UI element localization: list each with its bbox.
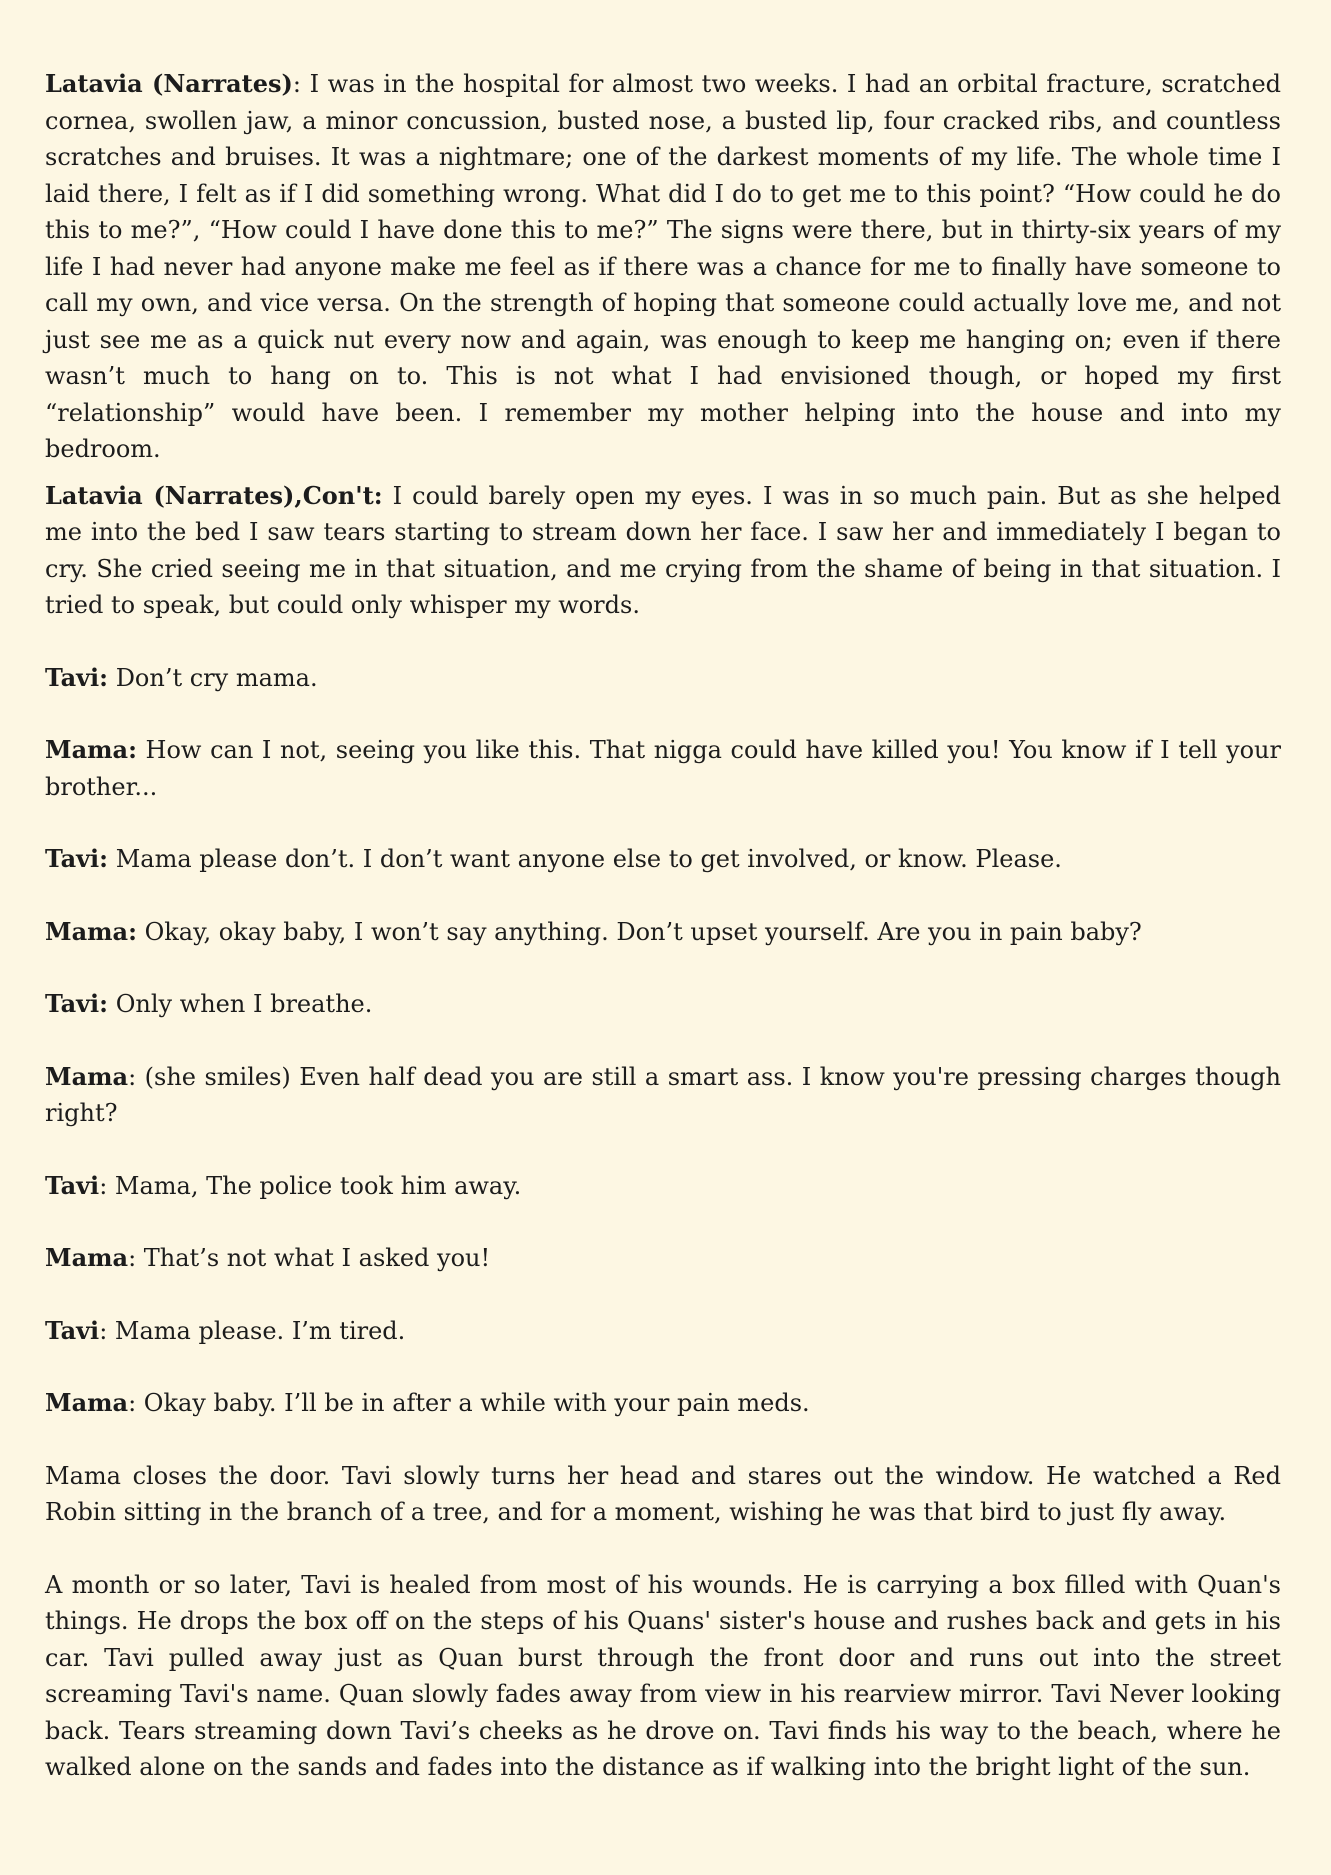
dialogue-line	[45, 914, 1281, 951]
separator: :	[99, 1171, 115, 1200]
speaker-label: Latavia (Narrates)	[45, 69, 293, 98]
dialogue-line	[45, 1168, 1281, 1205]
dialogue-text: Mama please don’t. I don’t want anyone else to get involved, or know. Please.	[115, 845, 1062, 873]
speaker-label: Latavia (Narrates),Con't:	[45, 480, 383, 510]
dialogue-text: Okay, okay baby, I won’t say anything. Don’t upset yourself. Are you in pain baby?	[144, 917, 1142, 946]
dialogue-text: Mama, The police took him away.	[114, 1171, 522, 1200]
separator	[108, 990, 116, 1018]
speaker-label: Mama	[45, 1061, 129, 1091]
separator: :	[128, 1244, 144, 1272]
paragraph-text: Mama closes the door. Tavi slowly turns her head and stares out the window. He watched a Red Robin sitting in the branch of a tree, and for a moment, wishing he was that bird to just fly away.	[45, 1461, 1281, 1526]
speaker-label: Tavi	[45, 1170, 100, 1200]
stage-direction	[45, 1458, 1281, 1531]
dialogue-text: That’s not what I asked you!	[143, 1244, 491, 1272]
dialogue-text: Only when I breathe.	[115, 990, 373, 1018]
speaker-label: Mama:	[45, 916, 137, 946]
speaker-label: Tavi:	[45, 989, 109, 1018]
speaker-label: Tavi:	[45, 844, 109, 873]
dialogue-line	[45, 660, 1281, 697]
closing-paragraph	[45, 1567, 1281, 1786]
separator	[108, 845, 116, 873]
dialogue-text: Okay baby. I’ll be in after a while with your pain meds.	[143, 1389, 810, 1417]
dialogue-text: Mama please. I’m tired.	[114, 1316, 406, 1345]
paragraph-text: A month or so later, Tavi is healed from most of his wounds. He is carrying a box filled with Quan's things. He drops the box off on the steps of his Quans' sister's house and rushes back and gets in his car. Tavi pulled away just as Quan burst through the front door and runs out into the street screaming Tavi's name. Quan slowly fades away from view in his rearview mirror. Tavi Never looking back. Tears streaming down Tavi’s cheeks as he drove on. Tavi finds his way to the beach, where he walked alone on the sands and fades into the distance as if walking into the bright light of the sun.	[45, 1570, 1281, 1781]
separator	[137, 736, 146, 764]
dialogue-line	[45, 1385, 1281, 1422]
separator: :	[128, 1062, 145, 1091]
dialogue-line	[45, 841, 1281, 878]
separator: :	[99, 1316, 115, 1345]
dialogue-text: How can I not, seeing you like this. That nigga could have killed you! You know if I tell your brother...	[45, 736, 1281, 801]
dialogue-line	[45, 1240, 1281, 1277]
separator	[383, 482, 393, 510]
separator	[137, 918, 145, 946]
paragraph-text: I could barely open my eyes. I was in so much pain. But as she helped me into the bed I saw tears starting to stream down her face. I saw her and immediately I began to cry. She cried seeing me in that situation, and me crying from the shame of being in that situation. I tried to speak, but could only whisper my words.	[45, 481, 1281, 619]
dialogue-line	[45, 986, 1281, 1023]
dialogue-line	[45, 732, 1281, 805]
narration-paragraph	[45, 478, 1281, 624]
speaker-label: Tavi	[45, 1315, 100, 1345]
separator: :	[292, 70, 310, 98]
dialogue-line	[45, 1059, 1281, 1132]
dialogue-text: (she smiles) Even half dead you are still a smart ass. I know you're pressing charges though right?	[45, 1062, 1281, 1127]
speaker-label: Mama	[45, 1243, 129, 1272]
speaker-label: Mama	[45, 1388, 129, 1417]
speaker-label: Tavi:	[45, 662, 109, 692]
narration-paragraph	[45, 66, 1281, 468]
separator	[108, 664, 116, 692]
separator: :	[128, 1389, 144, 1417]
speaker-label: Mama:	[45, 735, 137, 764]
paragraph-text: I was in the hospital for almost two weeks. I had an orbital fracture, scratched cornea, swollen jaw, a minor concussion, busted nose, a busted lip, four cracked ribs, and countless scratches and bruises. It was a nightmare; one of the darkest moments of my life. The whole time I laid there, I felt as if I did something wrong. What did I do to get me to this point? “How could he do this to me?”, “How could I have done this to me?” The signs were there, but in thirty-six years of my life I had never had anyone make me feel as if there was a chance for me to finally have someone to call my own, and vice versa. On the strength of hoping that someone could actually love me, and not just see me as a quick nut every now and again, was enough to keep me hanging on; even if there wasn’t much to hang on to. This is not what I had envisioned though, or hoped my first “relationship” would have been. I remember my mother helping into the house and into my bedroom.	[45, 70, 1282, 463]
dialogue-line	[45, 1313, 1281, 1350]
dialogue-text: Don’t cry mama.	[115, 663, 318, 692]
